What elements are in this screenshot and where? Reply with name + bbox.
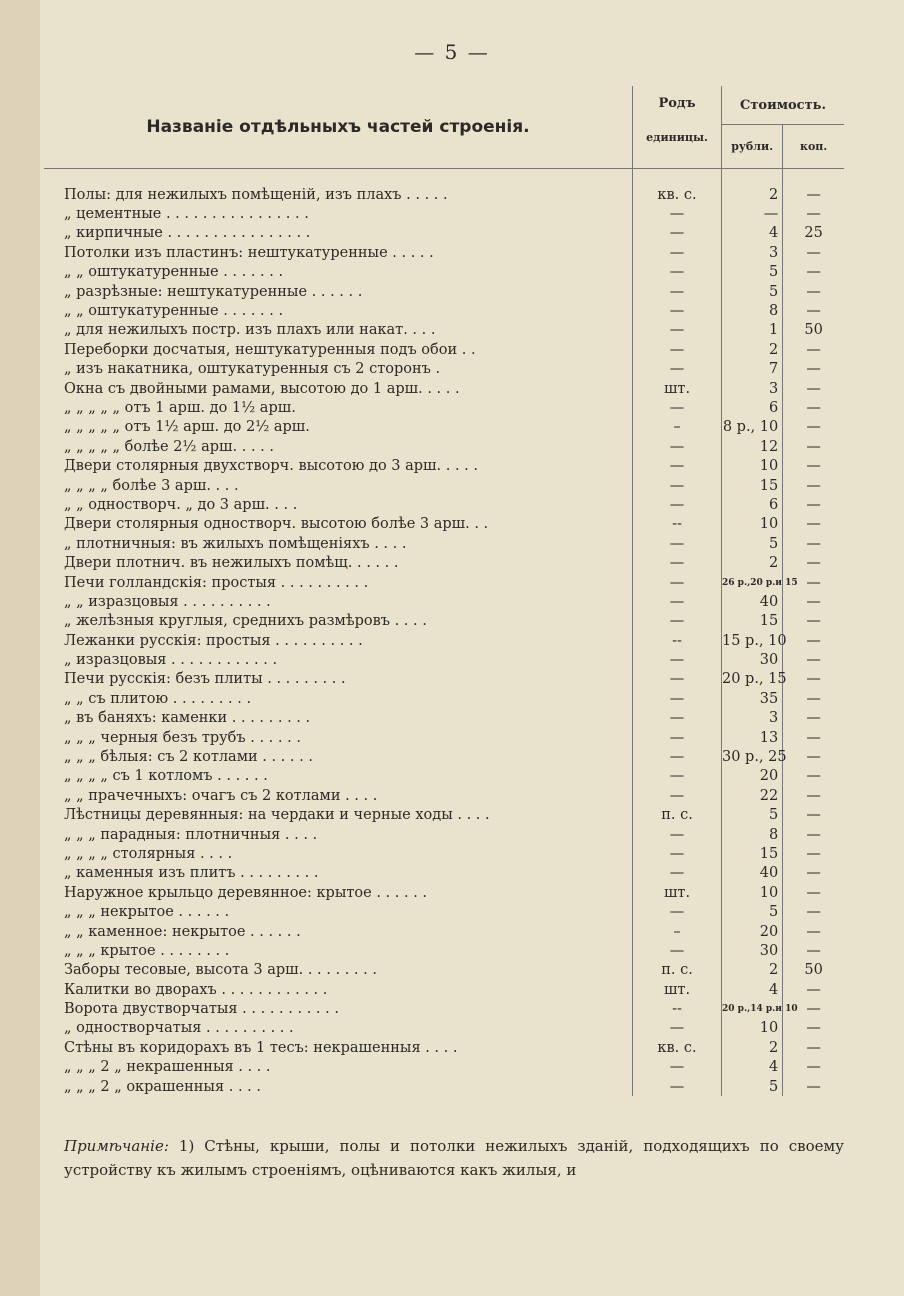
table-row <box>44 902 844 921</box>
cell-name: „ плотничныя: въ жилыхъ помѣщеніяхъ . . . . <box>64 535 407 552</box>
table-row <box>44 670 844 689</box>
table-row <box>44 941 844 960</box>
cell-unit: — <box>633 650 722 669</box>
cell-name: Полы: для нежилыхъ помѣщеній, изъ плахъ . . . . . <box>64 186 448 203</box>
cell-unit: — <box>633 553 722 572</box>
cell-kop: — <box>806 1078 821 1095</box>
cell-name: „ одностворчатыя . . . . . . . . . . <box>64 1020 294 1037</box>
table-body <box>44 185 844 1096</box>
cell-unit: — <box>633 592 722 611</box>
cell-unit: шт. <box>633 980 722 999</box>
cell-kop: — <box>806 593 821 610</box>
cell-unit: — <box>633 1019 722 1038</box>
cell-name: Ворота двустворчатыя . . . . . . . . . . . <box>64 1001 339 1018</box>
cell-unit: кв. с. <box>633 185 722 204</box>
cell-unit: п. с. <box>633 806 722 825</box>
cell-name: Стѣны въ коридорахъ въ 1 тесъ: некрашенныя . . . . <box>64 1039 458 1056</box>
table-row <box>44 961 844 980</box>
table-row <box>44 418 844 437</box>
cell-rub: — <box>722 204 783 223</box>
cell-rub: 22 <box>722 786 783 805</box>
cell-rub: 20 р., 15 <box>722 671 787 688</box>
cell-name: „ „ „ 2 „ окрашенныя . . . . <box>64 1078 261 1095</box>
cell-unit: шт. <box>633 379 722 398</box>
cell-name: Лежанки русскія: простыя . . . . . . . . . . <box>64 632 363 649</box>
table-row <box>44 806 844 825</box>
cell-unit: -- <box>633 631 722 650</box>
cell-kop: — <box>806 826 821 843</box>
cell-unit: кв. с. <box>633 1038 722 1057</box>
cell-name: Двери столярныя двухстворч. высотою до 3 арш. . . . . <box>64 458 479 475</box>
cell-name: Заборы тесовые, высота 3 арш. . . . . . . . . <box>64 962 377 979</box>
cell-kop: — <box>806 438 821 455</box>
table-row <box>44 573 844 592</box>
cell-kop: — <box>806 399 821 416</box>
cell-rub: 1 <box>722 321 783 340</box>
cell-unit: — <box>633 767 722 786</box>
cell-name: „ „ съ плитою . . . . . . . . . <box>64 690 252 707</box>
table-row <box>44 767 844 786</box>
cell-kop: 50 <box>804 322 823 339</box>
cell-rub: 10 <box>722 1019 783 1038</box>
header-rub: рубли. <box>722 125 783 169</box>
cell-kop: — <box>806 458 821 475</box>
cell-rub: 20 <box>722 767 783 786</box>
cell-kop: — <box>806 535 821 552</box>
cell-rub: 4 <box>722 224 783 243</box>
cell-unit: -- <box>633 515 722 534</box>
header-cost: Стоимость. <box>722 86 845 125</box>
cell-name: Двери столярныя одностворч. высотою болѣе 3 арш. . . <box>64 516 489 533</box>
cell-unit: – <box>633 418 722 437</box>
cell-unit: шт. <box>633 883 722 902</box>
cell-name: „ разрѣзные: нештукатуренные . . . . . . <box>64 283 363 300</box>
cell-rub: 15 <box>722 476 783 495</box>
table-row <box>44 340 844 359</box>
cell-rub: 3 <box>722 379 783 398</box>
cell-rub: 2 <box>722 340 783 359</box>
table-row <box>44 321 844 340</box>
cell-kop: — <box>806 942 821 959</box>
cell-kop: — <box>806 652 821 669</box>
cell-rub: 2 <box>722 553 783 572</box>
cell-rub: 40 <box>722 592 783 611</box>
cell-rub: 30 <box>722 941 783 960</box>
page-number: — 5 — <box>414 40 490 64</box>
cell-kop: — <box>806 419 821 436</box>
cell-unit: — <box>633 1058 722 1077</box>
table-row <box>44 844 844 863</box>
cell-unit: — <box>633 437 722 456</box>
cell-name: „ „ „ „ „ отъ 1 арш. до 1½ арш. <box>64 399 296 416</box>
cell-name: Печи русскія: безъ плиты . . . . . . . . . <box>64 671 346 688</box>
cell-name: Лѣстницы деревянныя: на чердаки и черные ходы . . . . <box>64 807 490 824</box>
cell-kop: — <box>806 613 821 630</box>
cell-name: Двери плотнич. въ нежилыхъ помѣщ. . . . . . <box>64 555 399 572</box>
cell-kop: — <box>806 690 821 707</box>
cell-kop: — <box>806 845 821 862</box>
cell-unit: — <box>633 301 722 320</box>
cell-unit: — <box>633 941 722 960</box>
cell-rub: 12 <box>722 437 783 456</box>
cell-unit: — <box>633 495 722 514</box>
table-row <box>44 883 844 902</box>
cell-name: „ желѣзныя круглыя, среднихъ размѣровъ . . . . <box>64 613 427 630</box>
cell-rub: 10 <box>722 883 783 902</box>
cell-unit: — <box>633 670 722 689</box>
cell-rub: 2 <box>722 1038 783 1057</box>
cell-rub: 6 <box>722 398 783 417</box>
table-row <box>44 592 844 611</box>
cell-name: „ каменныя изъ плитъ . . . . . . . . . <box>64 865 319 882</box>
cell-kop: — <box>806 1039 821 1056</box>
cell-name: „ „ „ „ болѣе 3 арш. . . . <box>64 477 239 494</box>
cell-name: „ „ оштукатуренные . . . . . . . <box>64 303 284 320</box>
cell-rub: 5 <box>722 534 783 553</box>
cell-name: Переборки досчатыя, нештукатуренныя подъ обои . . <box>64 341 476 358</box>
table-row <box>44 709 844 728</box>
cell-rub: 20 р.,14 р.и 10 <box>722 999 783 1018</box>
table-row <box>44 204 844 223</box>
cell-kop: — <box>806 904 821 921</box>
cell-rub: 5 <box>722 282 783 301</box>
cell-kop: — <box>806 865 821 882</box>
cell-kop: — <box>806 516 821 533</box>
cell-unit: — <box>633 282 722 301</box>
cell-unit: — <box>633 825 722 844</box>
table-row <box>44 224 844 243</box>
table-row <box>44 282 844 301</box>
footnote <box>64 1134 844 1182</box>
cell-name: Печи голландскія: простыя . . . . . . . . . . <box>64 574 369 591</box>
cell-name: „ „ одностворч. „ до 3 арш. . . . <box>64 496 298 513</box>
table-row <box>44 1019 844 1038</box>
cell-rub: 8 <box>722 825 783 844</box>
price-table <box>44 86 844 1096</box>
cell-name: „ „ оштукатуренные . . . . . . . <box>64 264 284 281</box>
cell-kop: — <box>806 477 821 494</box>
cell-kop: — <box>806 749 821 766</box>
cell-unit: — <box>633 573 722 592</box>
cell-name: „ цементные . . . . . . . . . . . . . . . . <box>64 206 309 223</box>
cell-unit: -- <box>633 999 722 1018</box>
cell-rub: 10 <box>722 515 783 534</box>
table-row <box>44 185 844 204</box>
cell-name: „ изъ накатника, оштукатуренныя съ 2 сторонъ . <box>64 361 441 378</box>
cell-kop: — <box>806 1020 821 1037</box>
cell-unit: — <box>633 263 722 282</box>
cell-rub: 20 <box>722 922 783 941</box>
table-row <box>44 631 844 650</box>
cell-name: „ „ изразцовыя . . . . . . . . . . <box>64 593 271 610</box>
cell-kop: — <box>806 1001 821 1018</box>
cell-name: „ „ „ бѣлыя: съ 2 котлами . . . . . . <box>64 749 313 766</box>
cell-kop: — <box>806 361 821 378</box>
cell-name: „ „ „ „ „ болѣе 2½ арш. . . . . <box>64 438 274 455</box>
cell-rub: 5 <box>722 263 783 282</box>
cell-kop: — <box>806 496 821 513</box>
table-row <box>44 360 844 379</box>
cell-rub: 4 <box>722 980 783 999</box>
cell-unit: п. с. <box>633 961 722 980</box>
cell-name: „ „ „ парадныя: плотничныя . . . . <box>64 826 318 843</box>
cell-unit: — <box>633 864 722 883</box>
table-row <box>44 398 844 417</box>
cell-kop: — <box>806 768 821 785</box>
cell-kop: — <box>806 981 821 998</box>
cell-rub: 8 р., 10 <box>722 418 783 437</box>
cell-kop: — <box>806 923 821 940</box>
cell-unit: — <box>633 340 722 359</box>
table-row <box>44 825 844 844</box>
cell-kop: — <box>806 380 821 397</box>
table-row <box>44 747 844 766</box>
cell-unit: — <box>633 902 722 921</box>
header-unit <box>633 86 722 169</box>
cell-name: „ „ каменное: некрытое . . . . . . <box>64 923 301 940</box>
table-row <box>44 689 844 708</box>
cell-kop: — <box>806 632 821 649</box>
cell-unit: — <box>633 398 722 417</box>
table-row <box>44 553 844 572</box>
cell-rub: 4 <box>722 1058 783 1077</box>
cell-rub: 15 <box>722 844 783 863</box>
cell-rub: 3 <box>722 709 783 728</box>
cell-rub: 35 <box>722 689 783 708</box>
cell-name: „ для нежилыхъ постр. изъ плахъ или накат. . . . <box>64 322 436 339</box>
header-unit-bottom: единицы. <box>646 131 708 144</box>
cell-kop: 25 <box>804 225 823 242</box>
footnote-text: 1) Стѣны, крыши, полы и потолки нежилыхъ зданій, подходящихъ по своему устройству къ жилымъ строеніямъ, оцѣниваются какъ жилыя, и <box>64 1137 844 1179</box>
table-row <box>44 999 844 1018</box>
cell-unit: — <box>633 224 722 243</box>
cell-kop: — <box>806 710 821 727</box>
cell-kop: — <box>806 341 821 358</box>
cell-kop: — <box>806 186 821 203</box>
cell-rub: 40 <box>722 864 783 883</box>
table-row <box>44 980 844 999</box>
cell-kop: — <box>806 244 821 261</box>
table-row <box>44 650 844 669</box>
table-row <box>44 476 844 495</box>
table-row <box>44 456 844 475</box>
cell-unit: — <box>633 689 722 708</box>
cell-unit: — <box>633 1077 722 1096</box>
cell-name: „ „ „ крытое . . . . . . . . <box>64 942 230 959</box>
cell-rub: 13 <box>722 728 783 747</box>
cell-name: Калитки во дворахъ . . . . . . . . . . . . <box>64 981 328 998</box>
cell-unit: — <box>633 456 722 475</box>
header-name: Названіе отдѣльныхъ частей строенія. <box>44 86 633 169</box>
cell-name: „ „ прачечныхъ: очагъ съ 2 котлами . . . . <box>64 787 378 804</box>
cell-unit: — <box>633 786 722 805</box>
cell-kop: — <box>806 283 821 300</box>
cell-kop: — <box>806 884 821 901</box>
table-row <box>44 1077 844 1096</box>
cell-rub: 7 <box>722 360 783 379</box>
table-row <box>44 1058 844 1077</box>
header-kop: коп. <box>783 125 844 169</box>
cell-rub: 5 <box>722 902 783 921</box>
cell-kop: 50 <box>804 962 823 979</box>
cell-name: „ „ „ некрытое . . . . . . <box>64 904 230 921</box>
cell-unit: — <box>633 709 722 728</box>
cell-name: Окна съ двойными рамами, высотою до 1 арш. . . . . <box>64 380 460 397</box>
cell-unit: — <box>633 360 722 379</box>
cell-unit: — <box>633 204 722 223</box>
cell-kop: — <box>806 574 821 591</box>
cell-unit: — <box>633 243 722 262</box>
page-left-edge <box>0 0 40 1296</box>
cell-rub: 6 <box>722 495 783 514</box>
cell-kop: — <box>806 729 821 746</box>
cell-name: „ изразцовыя . . . . . . . . . . . . <box>64 652 278 669</box>
cell-rub: 10 <box>722 456 783 475</box>
table-row <box>44 437 844 456</box>
cell-rub: 15 <box>722 612 783 631</box>
table-row <box>44 728 844 747</box>
table-row <box>44 612 844 631</box>
cell-rub: 2 <box>722 185 783 204</box>
header-unit-top: Родъ <box>658 96 696 111</box>
table-row <box>44 786 844 805</box>
cell-kop: — <box>806 206 821 223</box>
cell-kop: — <box>806 1059 821 1076</box>
cell-rub: 30 <box>722 650 783 669</box>
cell-name: „ „ „ черныя безъ трубъ . . . . . . <box>64 729 301 746</box>
cell-kop: — <box>806 807 821 824</box>
cell-name: „ кирпичные . . . . . . . . . . . . . . . . <box>64 225 311 242</box>
cell-unit: — <box>633 476 722 495</box>
table-row <box>44 379 844 398</box>
cell-rub: 15 р., 10 <box>722 632 787 649</box>
cell-rub: 26 р.,20 р.и 15 <box>722 573 783 592</box>
cell-unit: — <box>633 321 722 340</box>
cell-unit: — <box>633 534 722 553</box>
cell-name: „ въ баняхъ: каменки . . . . . . . . . <box>64 710 311 727</box>
cell-name: „ „ „ „ съ 1 котломъ . . . . . . <box>64 768 268 785</box>
cell-rub: 5 <box>722 806 783 825</box>
cell-rub: 3 <box>722 243 783 262</box>
cell-name: „ „ „ 2 „ некрашенныя . . . . <box>64 1059 271 1076</box>
cell-name: „ „ „ „ столярныя . . . . <box>64 845 233 862</box>
cell-unit: — <box>633 747 722 766</box>
cell-kop: — <box>806 264 821 281</box>
cell-name: Наружное крыльцо деревянное: крытое . . . . . . <box>64 884 428 901</box>
cell-unit: – <box>633 922 722 941</box>
cell-unit: — <box>633 612 722 631</box>
cell-kop: — <box>806 303 821 320</box>
table-row <box>44 534 844 553</box>
cell-kop: — <box>806 555 821 572</box>
cell-kop: — <box>806 787 821 804</box>
cell-unit: — <box>633 844 722 863</box>
table-row <box>44 864 844 883</box>
table-row <box>44 243 844 262</box>
cell-kop: — <box>806 671 821 688</box>
footnote-label: Примѣчаніе: <box>64 1137 169 1155</box>
table-row <box>44 301 844 320</box>
cell-rub: 5 <box>722 1077 783 1096</box>
cell-name: Потолки изъ пластинъ: нештукатуренные . . . . . <box>64 244 434 261</box>
cell-rub: 8 <box>722 301 783 320</box>
table-row <box>44 263 844 282</box>
cell-rub: 30 р., 25 <box>722 749 787 766</box>
cell-name: „ „ „ „ „ отъ 1½ арш. до 2½ арш. <box>64 419 310 436</box>
cell-rub: 2 <box>722 961 783 980</box>
table-row <box>44 495 844 514</box>
table-row <box>44 515 844 534</box>
cell-unit: — <box>633 728 722 747</box>
table-row <box>44 922 844 941</box>
table-row <box>44 1038 844 1057</box>
